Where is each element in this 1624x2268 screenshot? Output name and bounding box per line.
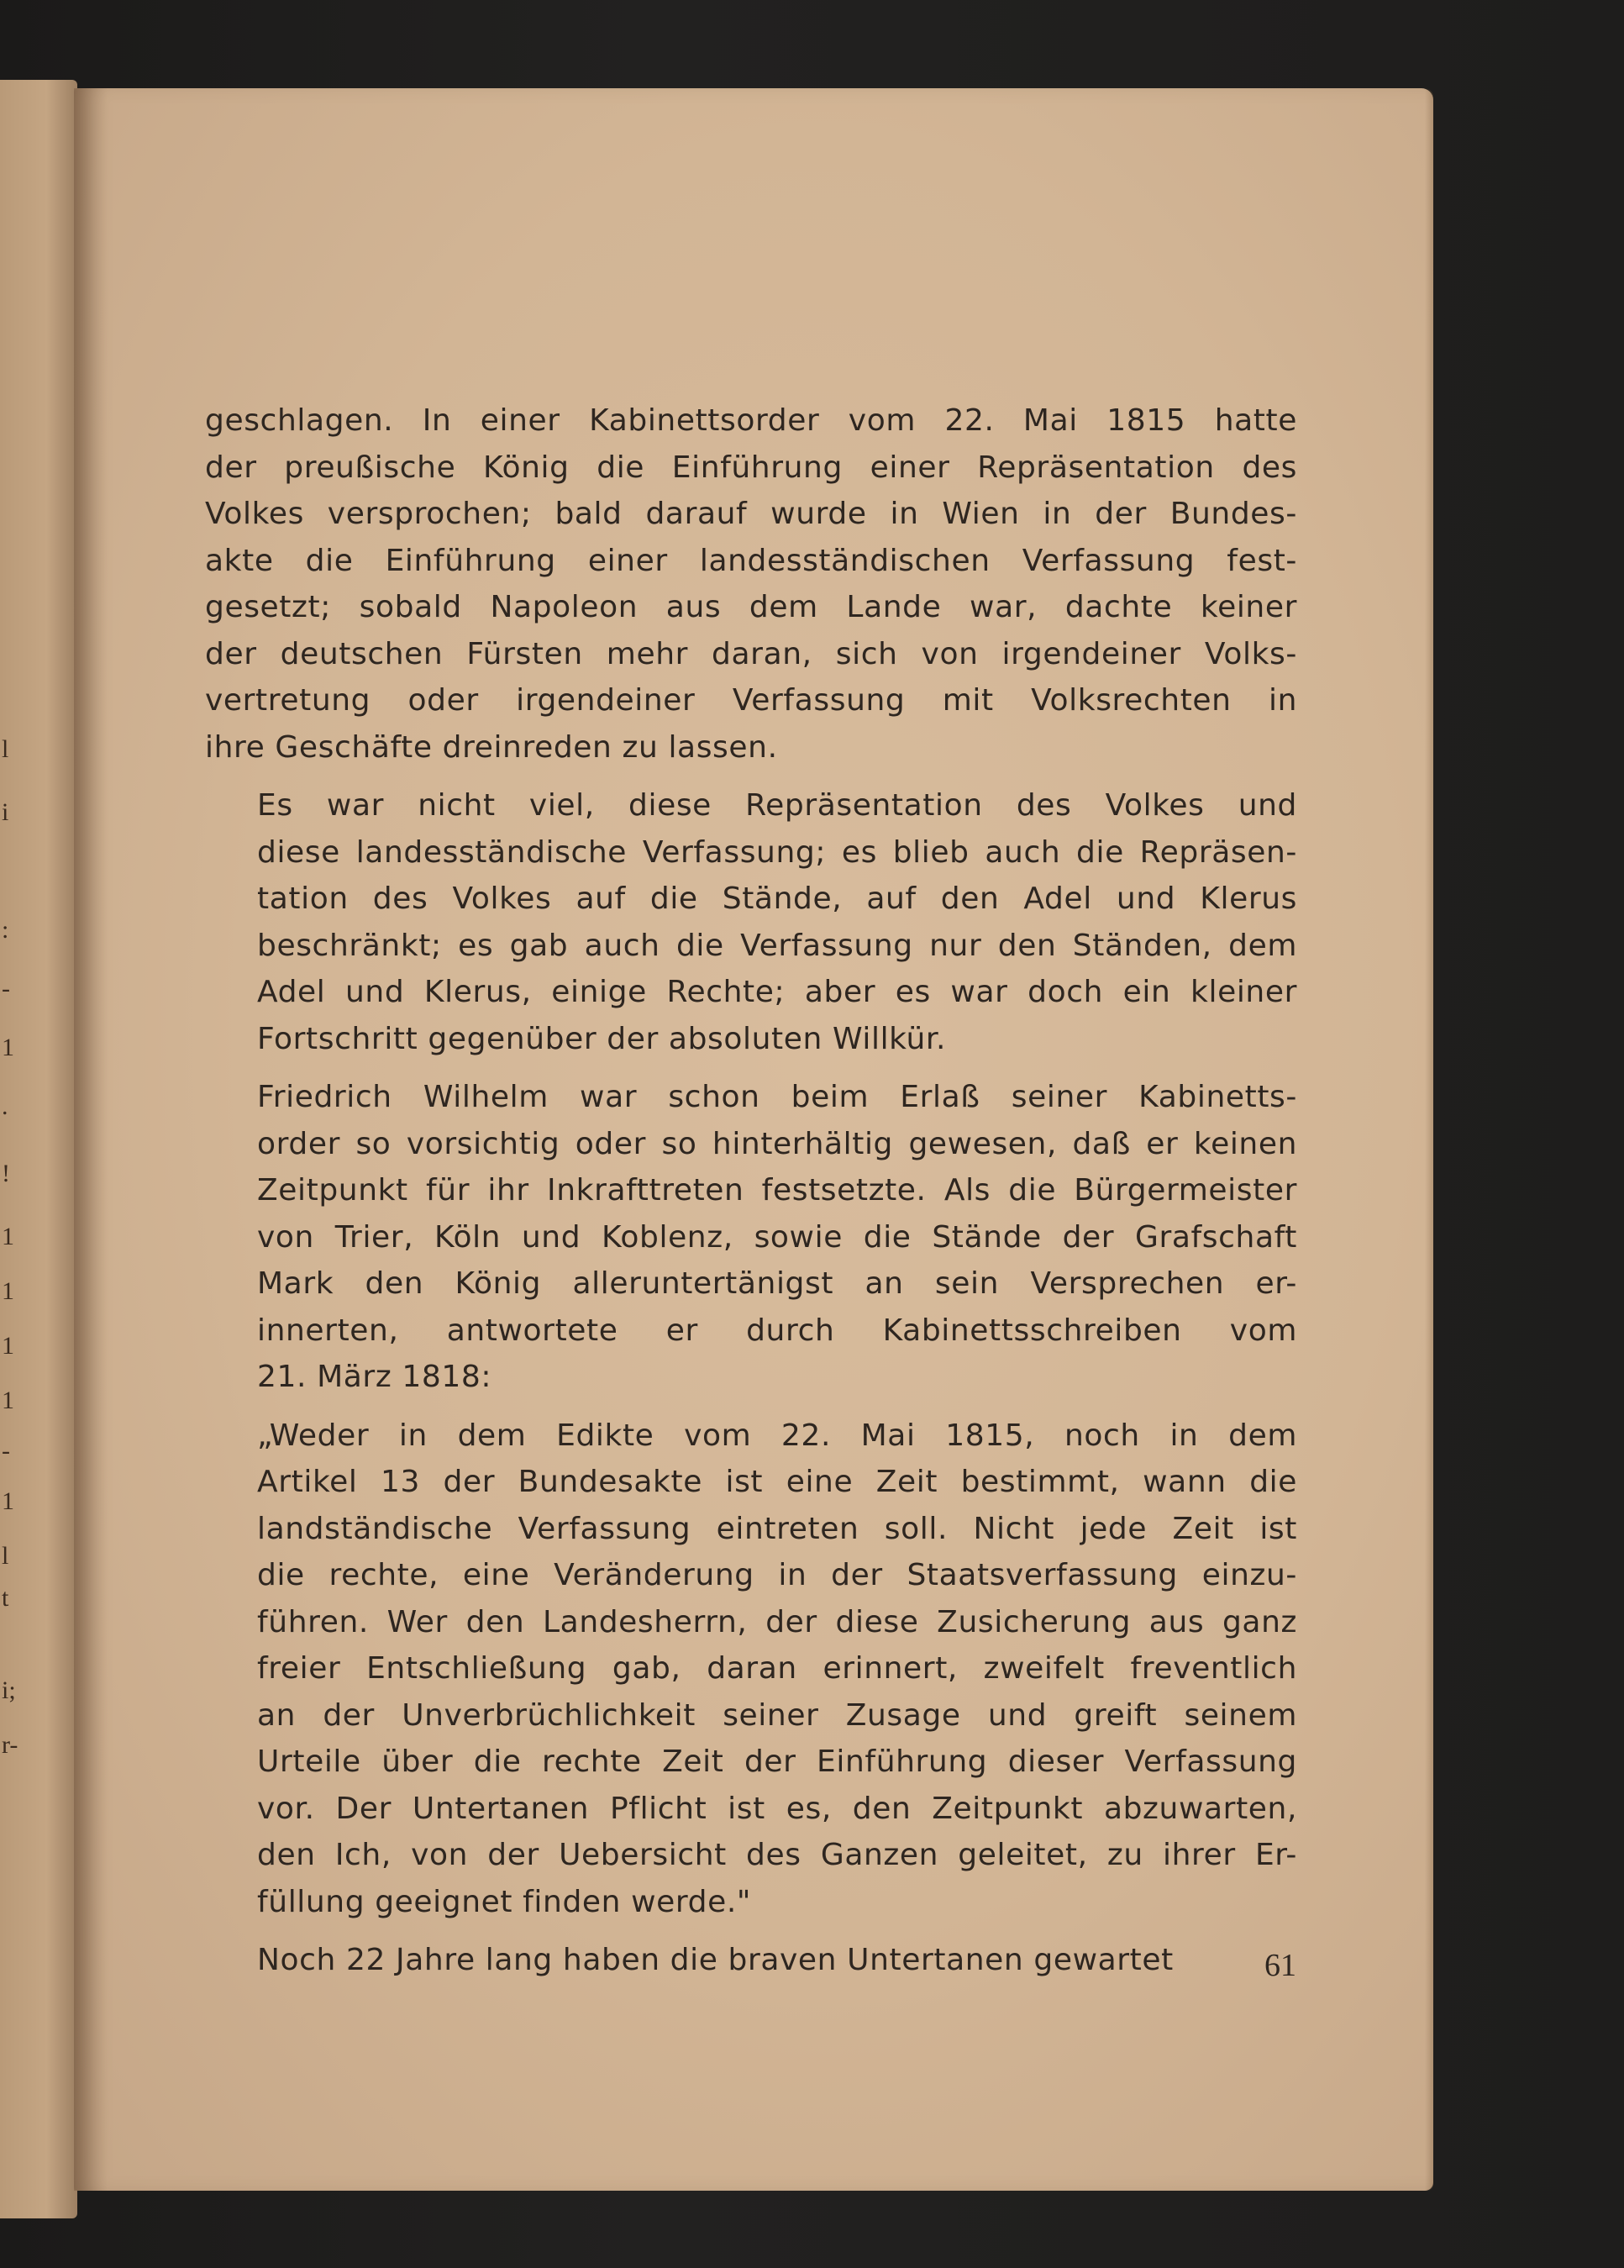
text-line: tation des Volkes auf die Stände, auf den Adel und Klerus [257, 881, 1297, 916]
paragraph [205, 1074, 1297, 1401]
text-line: Noch 22 Jahre lang haben die braven Untertanen gewartet [257, 1943, 1174, 1977]
text-line: den Ich, von der Uebersicht des Ganzen geleitet, zu ihrer Er- [257, 1838, 1297, 1872]
facing-page-fragment: l [2, 735, 9, 763]
paragraph [205, 782, 1297, 1062]
facing-page-fragment: - [2, 1437, 10, 1465]
facing-page-fragment: - [2, 975, 10, 1002]
facing-page-fragment: 1 [2, 1387, 14, 1414]
facing-page-fragment: : [2, 916, 9, 944]
text-line: beschränkt; es gab auch die Verfassung nur den Ständen, dem [257, 928, 1297, 963]
facing-page-fragment: 1 [2, 1223, 14, 1250]
text-line: Urteile über die rechte Zeit der Einführung dieser Verfassung [257, 1744, 1297, 1779]
left-facing-page-edge [0, 80, 77, 2218]
text-line: Fortschritt gegenüber der absoluten Willkür. [257, 1021, 947, 1056]
facing-page-fragment: t [2, 1584, 9, 1612]
text-line: vor. Der Untertanen Pflicht ist es, den Zeitpunkt abzuwarten, [257, 1791, 1297, 1826]
text-line: „Weder in dem Edikte vom 22. Mai 1815, noch in dem [257, 1418, 1297, 1453]
text-line: von Trier, Köln und Koblenz, sowie die Stände der Grafschaft [257, 1219, 1297, 1255]
text-line: Artikel 13 der Bundesakte ist eine Zeit bestimmt, wann die [257, 1465, 1297, 1499]
text-line: innerten, antwortete er durch Kabinettsschreiben vom [257, 1313, 1297, 1348]
text-line: an der Unverbrüchlichkeit seiner Zusage und greift seinem [257, 1697, 1297, 1733]
facing-page-fragment: . [2, 1092, 8, 1120]
text-line: ihre Geschäfte dreinreden zu lassen. [205, 729, 778, 765]
text-line: geschlagen. In einer Kabinettsorder vom 22. Mai 1815 hatte [205, 403, 1297, 438]
text-line: order so vorsichtig oder so hinterhältig gewesen, daß er keinen [257, 1126, 1297, 1161]
text-line: akte die Einführung einer landesständischen Verfassung fest- [205, 543, 1297, 578]
facing-page-fragment: ! [2, 1160, 10, 1187]
paragraph [205, 397, 1297, 771]
facing-page-fragment: l [2, 1542, 9, 1570]
text-line: Zeitpunkt für ihr Inkrafttreten festsetzte. Als die Bürgermeister [257, 1173, 1297, 1208]
text-line: diese landesständische Verfassung; es blieb auch die Repräsen- [257, 834, 1297, 870]
book-page [74, 88, 1433, 2191]
text-line: Mark den König alleruntertänigst an sein Versprechen er- [257, 1266, 1297, 1301]
text-line: Es war nicht viel, diese Repräsentation des Volkes und [257, 788, 1297, 823]
text-line: die rechte, eine Veränderung in der Staatsverfassung einzu- [257, 1558, 1297, 1592]
page-body-text [205, 397, 1297, 1996]
paragraph [205, 1937, 1297, 1984]
text-line: landständische Verfassung eintreten soll. Nicht jede Zeit ist [257, 1511, 1297, 1546]
facing-page-fragment: 1 [2, 1487, 14, 1515]
text-line: Friedrich Wilhelm war schon beim Erlaß seiner Kabinetts- [257, 1080, 1297, 1114]
page-number: 61 [1264, 1948, 1296, 1983]
text-line: der preußische König die Einführung einer Repräsentation des [205, 450, 1297, 485]
facing-page-fragment: 1 [2, 1277, 14, 1305]
text-line: Adel und Klerus, einige Rechte; aber es war doch ein kleiner [257, 975, 1297, 1009]
text-line: Volkes versprochen; bald darauf wurde in Wien in der Bundes- [205, 497, 1297, 531]
text-line: gesetzt; sobald Napoleon aus dem Lande war, dachte keiner [205, 590, 1297, 624]
text-line: führen. Wer den Landesherrn, der diese Zusicherung aus ganz [257, 1604, 1297, 1639]
facing-page-fragment: r- [2, 1731, 18, 1759]
facing-page-fragment: 1 [2, 1332, 14, 1360]
facing-page-fragment: i [2, 798, 9, 826]
text-line: vertretung oder irgendeiner Verfassung mit Volksrechten in [205, 683, 1297, 718]
text-line: freier Entschließung gab, daran erinnert, zweifelt freventlich [257, 1651, 1297, 1686]
text-line: füllung geeignet finden werde." [257, 1884, 752, 1919]
text-line: 21. März 1818: [257, 1360, 492, 1394]
facing-page-fragment: i; [2, 1676, 16, 1704]
text-line: der deutschen Fürsten mehr daran, sich von irgendeiner Volks- [205, 636, 1297, 671]
facing-page-fragment: 1 [2, 1034, 14, 1061]
paragraph [205, 1413, 1297, 1926]
